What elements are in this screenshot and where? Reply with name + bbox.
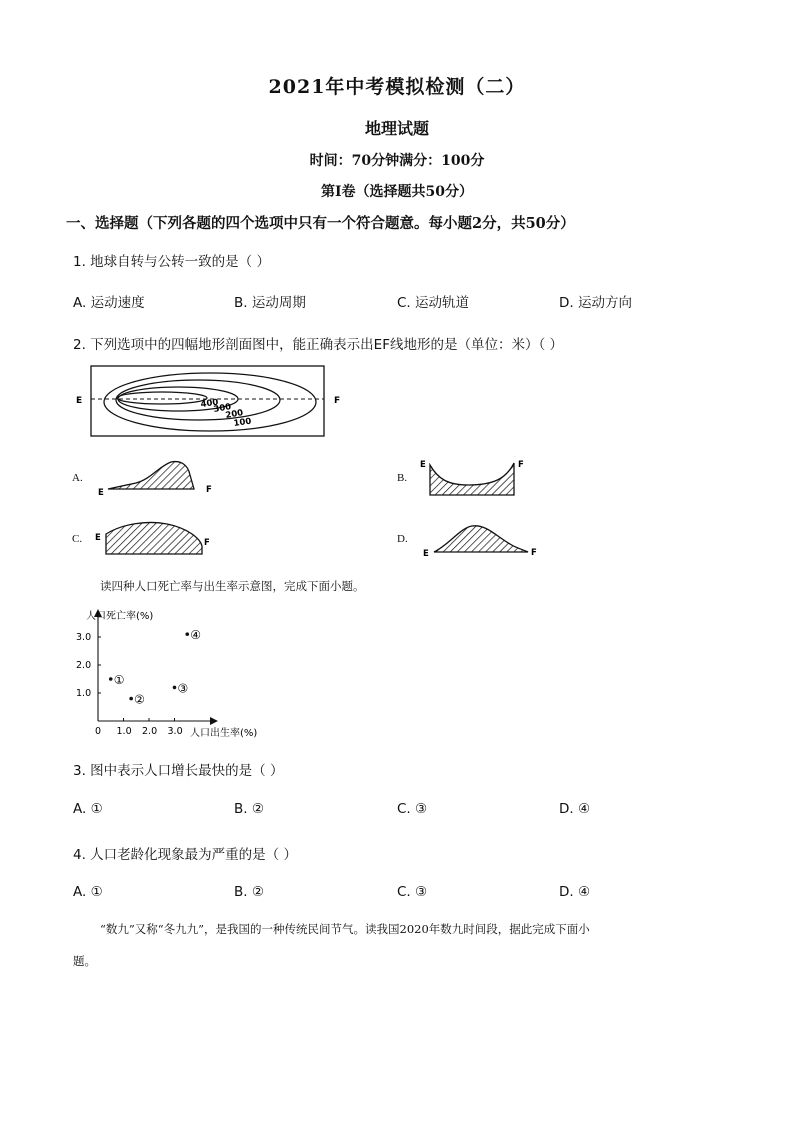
q4-option-d[interactable]: D. ④ [559, 884, 591, 900]
contour-label-100: 100 [233, 416, 252, 429]
shujiu-intro-line2: 题。 [73, 954, 96, 968]
page-title: 2021年中考模拟检测（二） [268, 76, 526, 98]
q3-option-d[interactable]: D. ④ [559, 801, 591, 817]
question-1-text: 1. 地球自转与公转一致的是（ ） [73, 254, 270, 270]
q3-option-a[interactable]: A. ① [73, 801, 103, 817]
x-tick-label: 0 [95, 726, 102, 737]
profile-c [92, 516, 217, 558]
profile-d [420, 518, 545, 560]
profile-b [418, 455, 533, 500]
data-point-label-4: ④ [190, 628, 202, 643]
data-point-label-1: ① [113, 673, 125, 687]
profile-a [96, 455, 221, 495]
question-2-text: 2. 下列选项中的四幅地形剖面图中，能正确表示出EF线地形的是（单位：米）（ ） [73, 337, 564, 353]
contour-map [70, 362, 355, 440]
y-tick-label: 2.0 [76, 660, 92, 671]
q4-option-c[interactable]: C. ③ [397, 884, 428, 900]
data-point-label-3: ③ [177, 681, 189, 696]
contour-label-400: 400 [200, 397, 219, 410]
x-tick-label: 2.0 [142, 726, 158, 737]
y-tick-label: 1.0 [76, 688, 92, 699]
y-tick-label: 3.0 [76, 632, 92, 643]
volume-heading: 第Ⅰ卷（选择题共50分） [320, 184, 474, 200]
population-intro: 读四种人口死亡率与出生率示意图，完成下面小题。 [100, 579, 365, 593]
q1-option-c[interactable]: C. 运动轨道 [397, 295, 470, 311]
shujiu-intro-line1: “数九”又称“冬九九”，是我国的一种传统民间节气。读我国2020年数九时间段，据此完成下面小 [100, 922, 590, 936]
y-axis-label: 人口死亡率(%) [86, 611, 154, 622]
x-tick-label: 3.0 [167, 726, 183, 737]
profile-c-e: E [95, 533, 101, 543]
profile-a-e: E [98, 488, 104, 495]
q4-option-a[interactable]: A. ① [73, 884, 103, 900]
section-heading: 一、选择题（下列各题的四个选项中只有一个符合题意。每小题2分，共50分） [66, 215, 575, 232]
q3-option-c[interactable]: C. ③ [397, 801, 428, 817]
time-score-line: 时间：70分钟满分：100分 [309, 153, 485, 169]
q1-option-d[interactable]: D. 运动方向 [559, 295, 632, 311]
q2-option-d[interactable]: D. [397, 533, 408, 545]
x-axis-arrow [210, 717, 218, 725]
q2-option-a[interactable]: A. [72, 472, 83, 484]
data-point-label-2: ② [134, 692, 145, 707]
q3-option-b[interactable]: B. ② [234, 801, 264, 817]
profile-d-e: E [423, 549, 429, 559]
profile-b-e: E [420, 460, 426, 470]
contour-label-200: 200 [224, 408, 245, 421]
subject-title: 地理试题 [364, 119, 429, 138]
profile-d-f: F [531, 548, 537, 558]
q4-option-b[interactable]: B. ② [234, 884, 264, 900]
population-chart [70, 605, 280, 740]
contour-label-300: 300 [212, 402, 233, 415]
x-axis-label: 人口出生率(%) [190, 728, 258, 739]
q2-option-b[interactable]: B. [397, 472, 408, 484]
data-point-3 [173, 686, 177, 690]
question-3-text: 3. 图中表示人口增长最快的是（ ） [73, 763, 284, 779]
data-point-1 [109, 677, 113, 681]
data-point-4 [185, 632, 189, 636]
profile-b-f: F [518, 460, 524, 470]
q1-option-b[interactable]: B. 运动周期 [234, 295, 306, 311]
profile-a-f: F [206, 485, 212, 495]
data-point-2 [129, 697, 133, 701]
profile-c-f: F [204, 538, 210, 548]
x-tick-label: 1.0 [116, 726, 132, 737]
question-4-text: 4. 人口老龄化现象最为严重的是（ ） [73, 847, 297, 863]
q1-option-a[interactable]: A. 运动速度 [73, 295, 145, 311]
q2-option-c[interactable]: C. [72, 533, 83, 545]
map-label-f: F [334, 396, 341, 406]
map-label-e: E [76, 396, 83, 406]
